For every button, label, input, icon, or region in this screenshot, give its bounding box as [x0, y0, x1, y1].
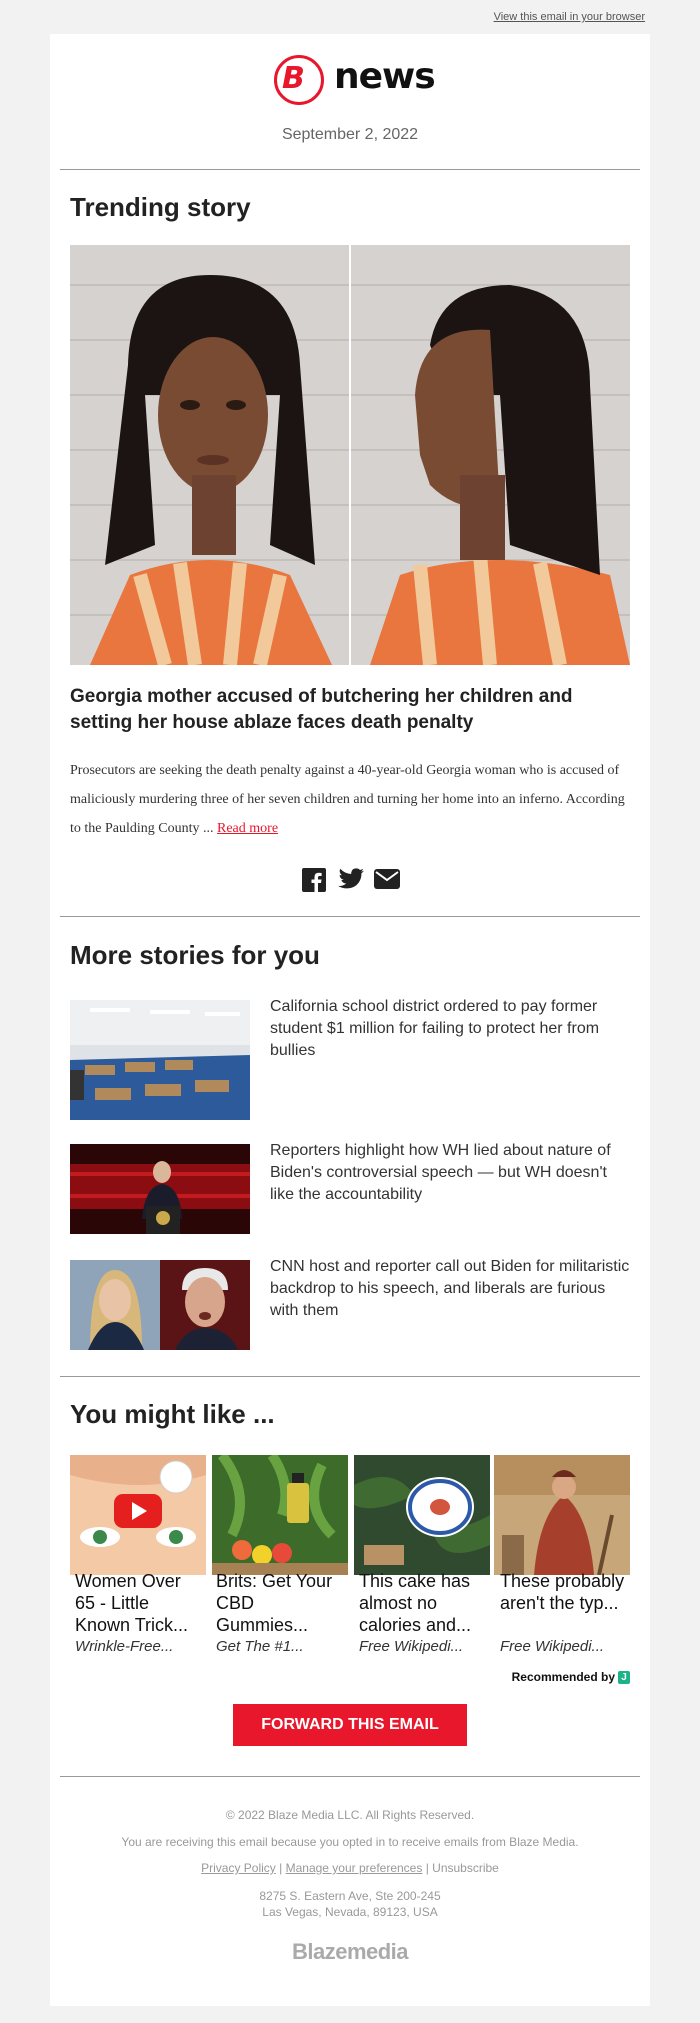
- story-title[interactable]: CNN host and reporter call out Biden for militaristic backdrop to his speech, and liberals are furious with them: [270, 1258, 630, 1319]
- trending-heading: Trending story: [70, 192, 251, 222]
- more-stories-heading: More stories for you: [70, 940, 320, 970]
- unsubscribe-link[interactable]: Unsubscribe: [432, 1861, 499, 1875]
- blaze-media-logo[interactable]: Blazemedia: [291, 1939, 409, 1964]
- recommended-thumbnail[interactable]: [70, 1455, 206, 1575]
- forward-email-button[interactable]: FORWARD THIS EMAIL: [233, 1704, 467, 1746]
- separator: |: [422, 1861, 433, 1875]
- divider: [60, 169, 640, 170]
- divider: [60, 916, 640, 917]
- email-card: [50, 34, 650, 2006]
- recommended-source[interactable]: Get The #1...: [216, 1638, 304, 1655]
- address-line-1: 8275 S. Eastern Ave, Ste 200-245: [259, 1889, 441, 1903]
- trending-summary-text: Prosecutors are seeking the death penalty against a 40-year-old Georgia woman who is accused of maliciously murdering three of her seven children and turning her home into an inferno. According to the Paulding County ...: [70, 763, 625, 836]
- trending-story-image[interactable]: [70, 245, 630, 665]
- trending-headline[interactable]: Georgia mother accused of butchering her children and setting her house ablaze faces death penalty: [70, 686, 573, 733]
- recommended-source[interactable]: Wrinkle-Free...: [75, 1638, 174, 1655]
- story-thumbnail[interactable]: [70, 1144, 250, 1234]
- recommended-item[interactable]: [354, 1455, 490, 1575]
- mail-icon[interactable]: [374, 868, 400, 895]
- recommended-item[interactable]: [70, 1455, 206, 1575]
- story-title[interactable]: California school district ordered to pay former student $1 million for failing to protect her from bullies: [270, 998, 600, 1059]
- address-line-2: Las Vegas, Nevada, 89123, USA: [262, 1905, 438, 1919]
- you-might-like-heading: You might like ...: [70, 1399, 275, 1429]
- logo-text: news: [334, 56, 435, 97]
- optin-notice: You are receiving this email because you opted in to receive emails from Blaze Media.: [121, 1835, 579, 1849]
- twitter-icon[interactable]: [338, 868, 364, 895]
- story-title[interactable]: Reporters highlight how WH lied about nature of Biden's controversial speech — but WH doesn't like the accountability: [270, 1142, 611, 1203]
- recommendation-provider-icon: J: [618, 1671, 630, 1684]
- privacy-policy-link[interactable]: Privacy Policy: [201, 1861, 276, 1875]
- read-more-link[interactable]: Read more: [217, 821, 279, 836]
- blaze-news-logo[interactable]: [274, 55, 435, 113]
- recommended-title[interactable]: Brits: Get Your CBD Gummies...: [216, 1571, 333, 1635]
- facebook-icon[interactable]: [302, 868, 326, 897]
- recommended-thumbnail[interactable]: [212, 1455, 348, 1575]
- copyright: © 2022 Blaze Media LLC. All Rights Reserved.: [225, 1808, 475, 1822]
- recommended-source[interactable]: Free Wikipedi...: [500, 1638, 605, 1655]
- separator: |: [275, 1861, 286, 1875]
- manage-preferences-link[interactable]: Manage your preferences: [285, 1861, 423, 1875]
- recommended-title[interactable]: Women Over 65 - Little Known Trick...: [75, 1571, 189, 1635]
- divider: [60, 1776, 640, 1777]
- footer-links: [50, 1861, 650, 1875]
- logo-mark-letter: B: [282, 61, 305, 96]
- view-in-browser-link[interactable]: View this email in your browser: [493, 11, 645, 23]
- issue-date: September 2, 2022: [281, 126, 419, 143]
- recommended-item[interactable]: [494, 1455, 630, 1575]
- top-bar: [0, 0, 700, 34]
- story-thumbnail[interactable]: [70, 1260, 250, 1350]
- recommended-by-label: Recommended by: [511, 1670, 615, 1684]
- recommended-thumbnail[interactable]: [354, 1455, 490, 1575]
- story-thumbnail[interactable]: [70, 1000, 250, 1120]
- divider: [60, 1376, 640, 1377]
- recommended-title[interactable]: This cake has almost no calories and...: [359, 1571, 472, 1635]
- recommended-item[interactable]: [212, 1455, 348, 1575]
- recommended-title[interactable]: These probably aren't the typ...: [500, 1571, 625, 1613]
- recommended-by[interactable]: [512, 1670, 630, 1684]
- recommended-source[interactable]: Free Wikipedi...: [359, 1638, 464, 1655]
- trending-summary: [70, 756, 630, 843]
- recommended-thumbnail[interactable]: [494, 1455, 630, 1575]
